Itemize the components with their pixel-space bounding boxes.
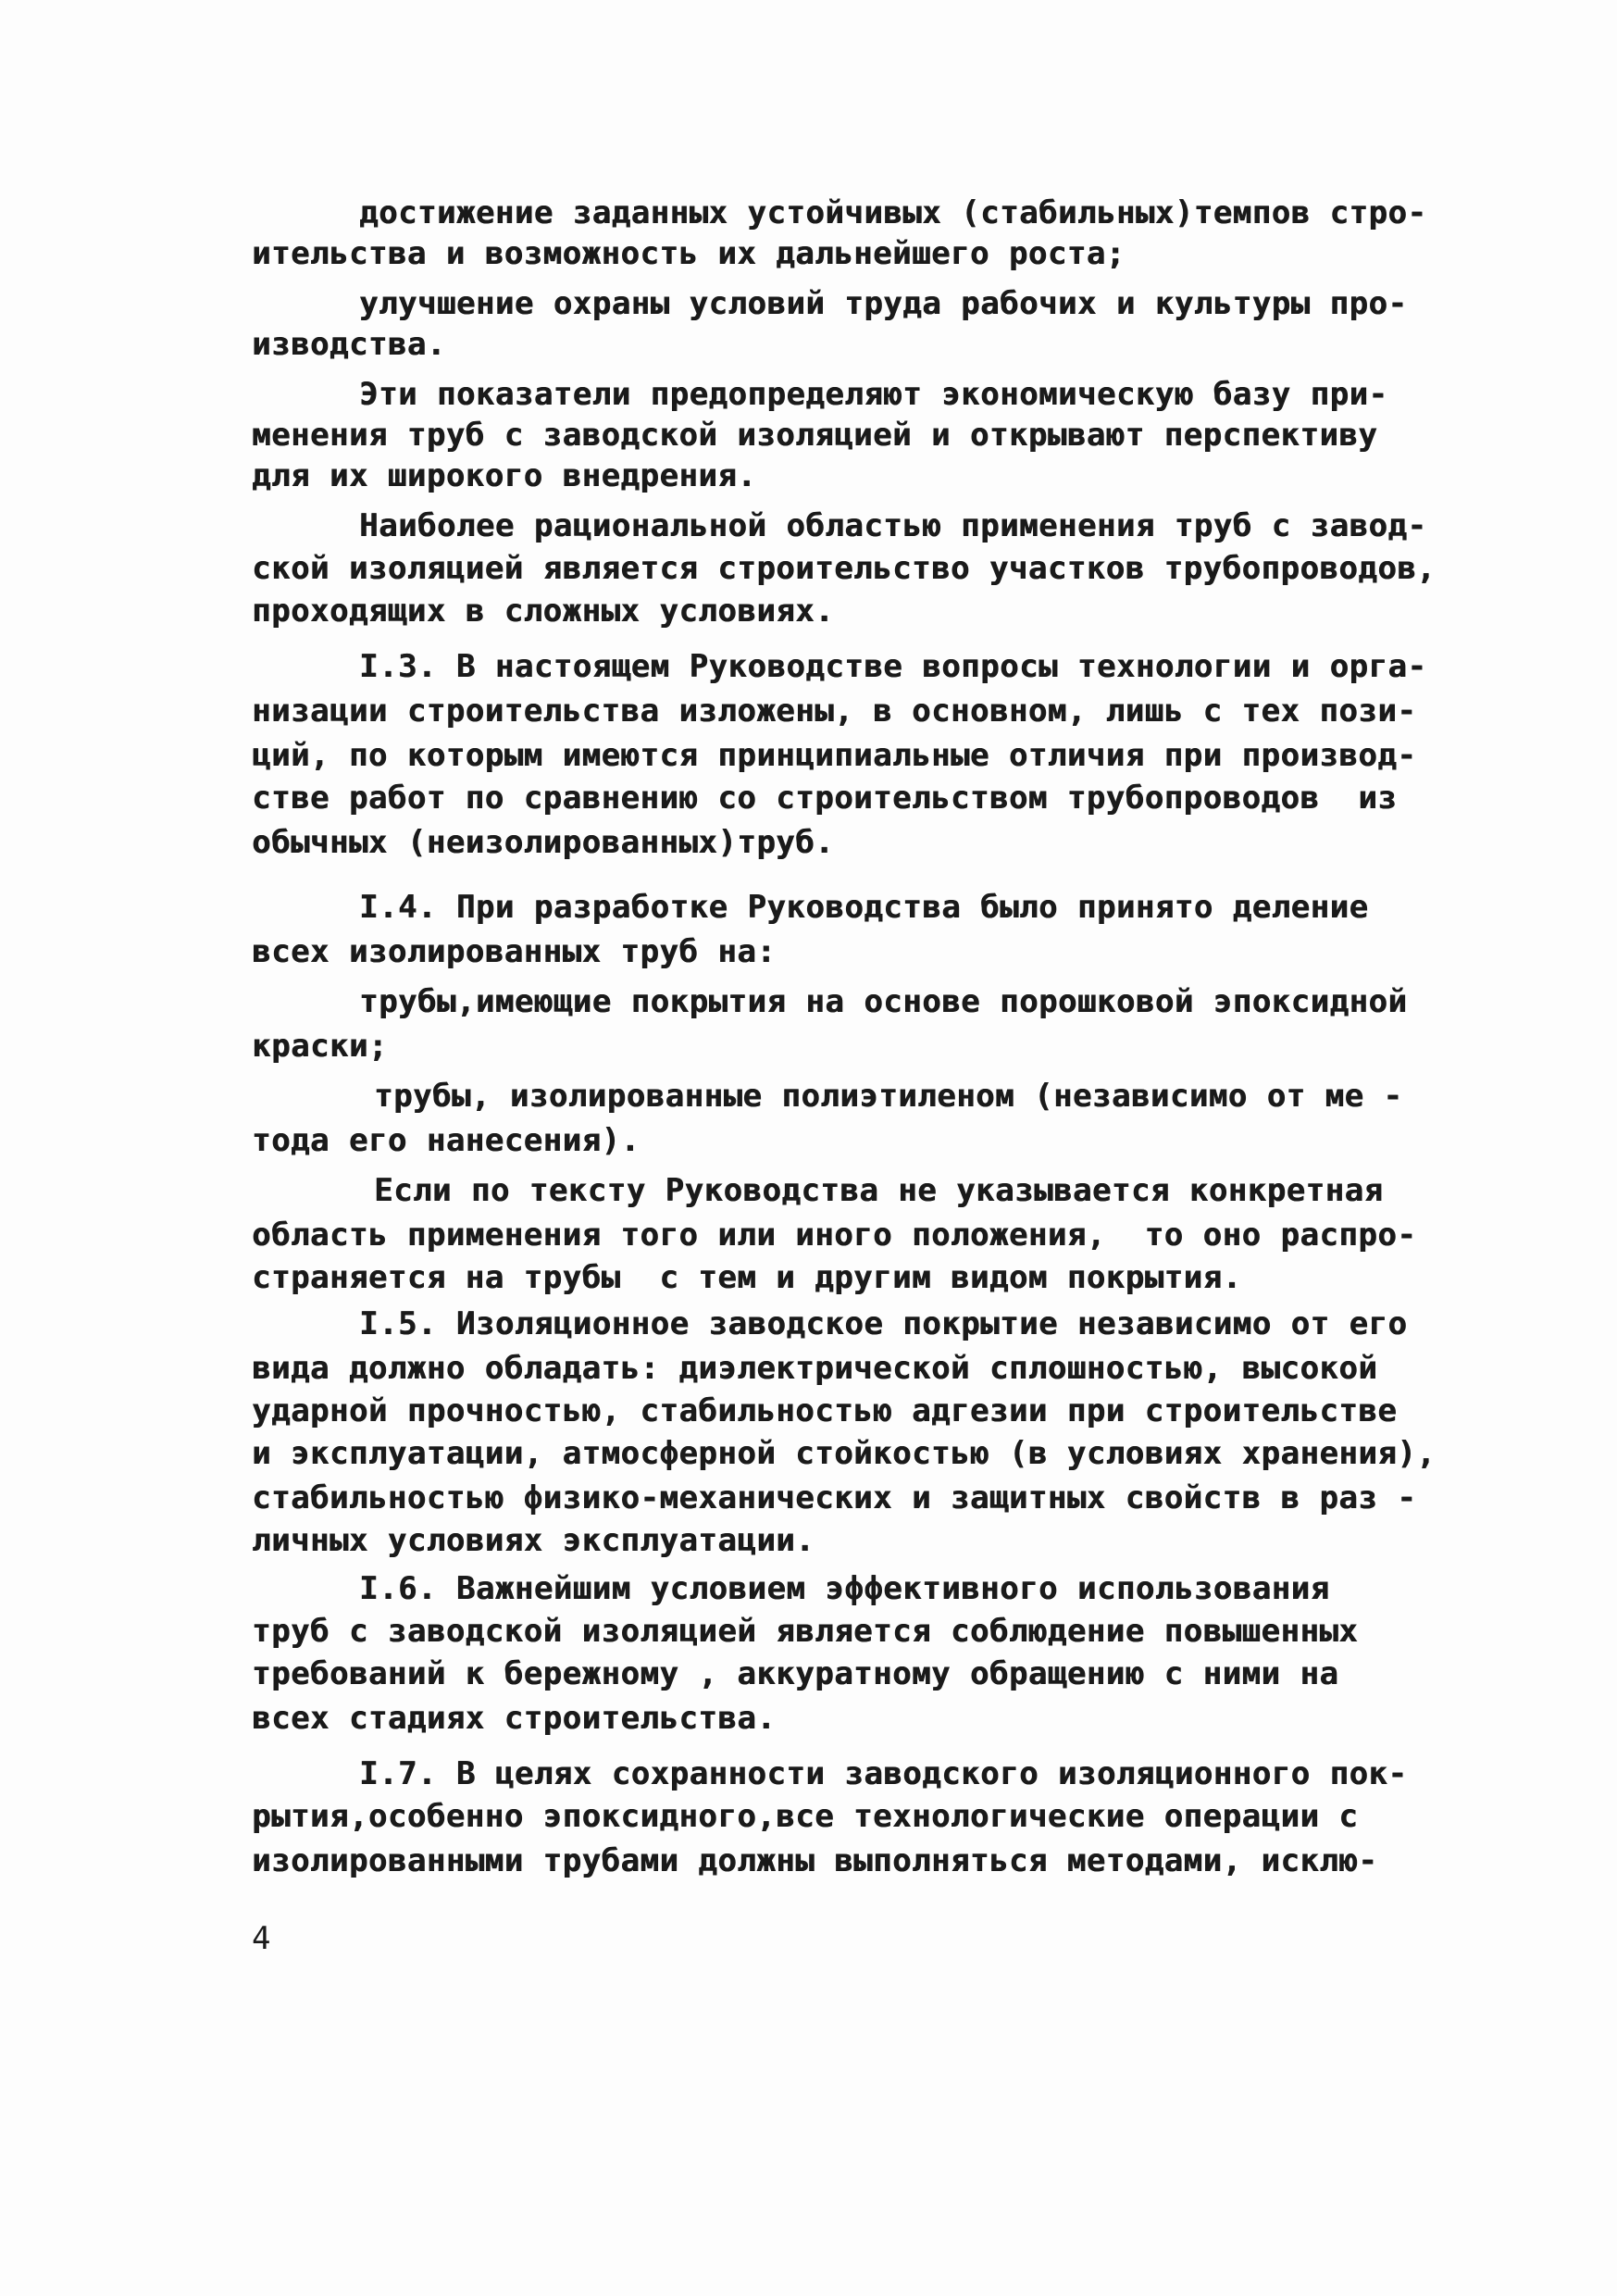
text-line: I.5. Изоляционное заводское покрытие независимо от его <box>359 1305 1408 1342</box>
text-line: всех стадиях строительства. <box>252 1700 777 1737</box>
text-line: ций, по которым имеются принципиальные отличия при производ- <box>252 737 1417 774</box>
text-line: ударной прочностью, стабильностью адгезии при строительстве <box>252 1392 1398 1429</box>
text-line: стве работ по сравнению со строительством трубопроводов из <box>252 780 1398 817</box>
text-line: вида должно обладать: диэлектрической сплошностью, высокой <box>252 1350 1378 1387</box>
text-line: низации строительства изложены, в основном, лишь с тех пози- <box>252 693 1417 730</box>
text-line: менения труб с заводской изоляцией и открывают перспективу <box>252 417 1378 454</box>
text-line: и эксплуатации, атмосферной стойкостью (в условиях хранения), <box>252 1435 1437 1472</box>
text-line: Эти показатели предопределяют экономическую базу при- <box>359 376 1388 413</box>
text-line: изолированными трубами должны выполняться методами, исклю- <box>252 1842 1378 1879</box>
text-line: страняется на трубы с тем и другим видом покрытия. <box>252 1259 1242 1296</box>
text-line: Если по тексту Руководства не указывается конкретная <box>374 1172 1384 1209</box>
text-line: всех изолированных труб на: <box>252 933 777 970</box>
text-line: улучшение охраны условий труда рабочих и культуры про- <box>359 285 1408 322</box>
text-line: труб с заводской изоляцией является соблюдение повышенных <box>252 1613 1359 1650</box>
text-line: тода его нанесения). <box>252 1122 641 1159</box>
text-line: область применения того или иного положения, то оно распро- <box>252 1217 1417 1254</box>
text-line: личных условиях эксплуатации. <box>252 1522 815 1559</box>
text-line: трубы,имеющие покрытия на основе порошковой эпоксидной <box>359 983 1408 1020</box>
text-line: рытия,особенно эпоксидного,все технологические операции с <box>252 1798 1359 1835</box>
text-line: ительства и возможность их дальнейшего роста; <box>252 235 1126 272</box>
text-line: проходящих в сложных условиях. <box>252 593 835 630</box>
text-line: для их широкого внедрения. <box>252 457 757 494</box>
text-line: I.7. В целях сохранности заводского изоляционного пок- <box>359 1755 1408 1792</box>
text-line: изводства. <box>252 326 446 363</box>
text-line: ской изоляцией является строительство участков трубопроводов, <box>252 550 1437 587</box>
text-line: трубы, изолированные полиэтиленом (независимо от ме - <box>374 1078 1403 1115</box>
text-line: требований к бережному , аккуратному обращению с ними на <box>252 1655 1339 1692</box>
text-line: I.3. В настоящем Руководстве вопросы технологии и орга- <box>359 648 1427 685</box>
text-line: достижение заданных устойчивых (стабильных)темпов стро- <box>359 194 1427 231</box>
text-line: I.6. Важнейшим условием эффективного использования <box>359 1570 1330 1607</box>
text-line: краски; <box>252 1028 388 1065</box>
text-line: обычных (неизолированных)труб. <box>252 824 835 861</box>
text-line: Наиболее рациональной областью применения труб с завод- <box>359 507 1427 544</box>
text-line: I.4. При разработке Руководства было принято деление <box>359 889 1369 926</box>
page-number: 4 <box>252 1920 271 1957</box>
text-line: стабильностью физико-механических и защитных свойств в раз - <box>252 1479 1417 1516</box>
